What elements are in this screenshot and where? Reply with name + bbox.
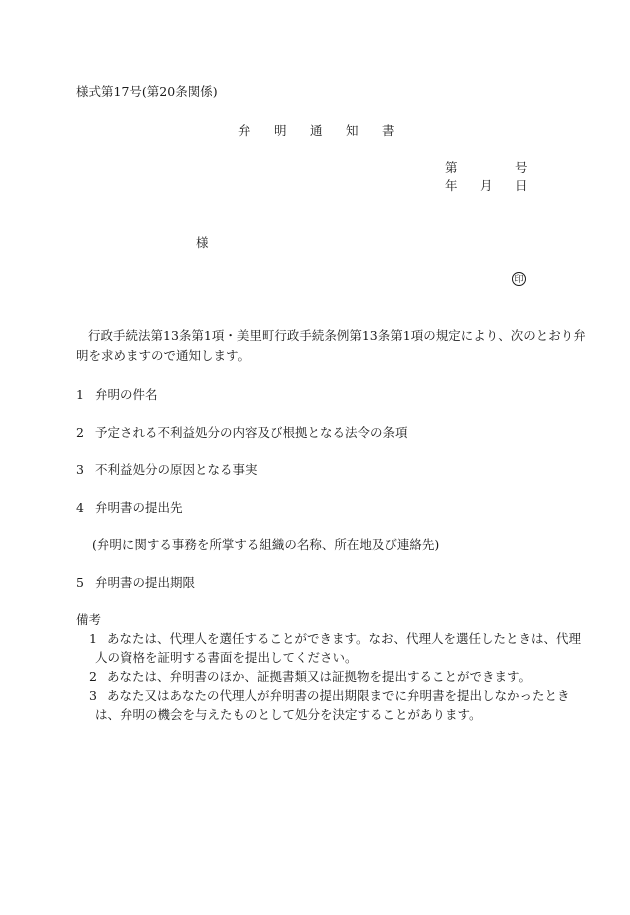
title-char: 明 (274, 123, 287, 138)
item-label: 弁明書の提出先 (95, 500, 183, 515)
remark-number: 3 (89, 688, 97, 703)
item-number: 5 (76, 575, 84, 590)
form-number: 様式第17号(第20条関係) (76, 84, 218, 99)
item-label: 弁明の件名 (95, 387, 158, 402)
remark-number: 1 (89, 631, 97, 646)
item-number: 1 (76, 387, 84, 402)
remark-line-1: あなたは、弁明書のほか、証拠書類又は証拠物を提出することができます。 (107, 669, 532, 684)
date-month: 月 (480, 178, 493, 193)
title-char: 知 (346, 123, 359, 138)
intro-line-1: 行政手続法第13条第1項・美里町行政手続条例第13条第1項の規定により、次のとおり弁 (88, 328, 586, 343)
item-number: 3 (76, 462, 84, 477)
date-year: 年 (445, 178, 458, 193)
title-char: 書 (382, 123, 395, 138)
addressee-suffix: 様 (196, 235, 209, 250)
remark-line-2: 人の資格を証明する書面を提出してください。 (95, 650, 358, 665)
doc-number-suffix: 号 (515, 160, 528, 175)
title-char: 通 (310, 123, 323, 138)
item-label: 不利益処分の原因となる事実 (95, 462, 258, 477)
intro-line-2: 明を求めますので通知します。 (76, 348, 251, 363)
item-label: 弁明書の提出期限 (95, 575, 196, 590)
title-char: 弁 (238, 123, 251, 138)
remark-line-1: あなたは、代理人を選任することができます。なお、代理人を選任したときは、代理 (107, 631, 582, 646)
date-day: 日 (515, 178, 528, 193)
remark-number: 2 (89, 669, 97, 684)
item-4-note: (弁明に関する事務を所掌する組織の名称、所在地及び連絡先) (92, 537, 440, 552)
remark-line-1: あなた又はあなたの代理人が弁明書の提出期限までに弁明書を提出しなかったとき (107, 688, 570, 703)
item-number: 2 (76, 425, 84, 440)
remark-line-2: は、弁明の機会を与えたものとして処分を決定することがあります。 (95, 707, 482, 722)
remarks-heading: 備考 (76, 612, 102, 627)
item-number: 4 (76, 500, 84, 515)
item-label: 予定される不利益処分の内容及び根拠となる法令の条項 (95, 425, 408, 440)
seal-icon: 印 (512, 272, 526, 286)
doc-number-prefix: 第 (445, 160, 458, 175)
